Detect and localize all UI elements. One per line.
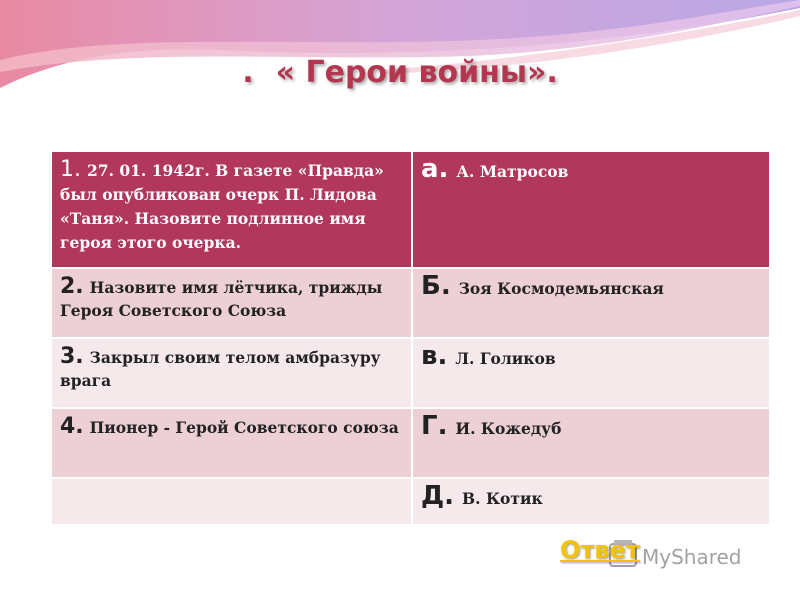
- answer-cell: [412, 268, 770, 338]
- answer-cell: [412, 338, 770, 408]
- table-row: [51, 268, 770, 338]
- question-cell: [51, 338, 412, 408]
- question-text: 27. 01. 1942г. В газете «Правда» был опубликован очерк П. Лидова «Таня». Назовите подлинное имя героя этого очерка.: [60, 161, 384, 252]
- answer-text: И. Кожедуб: [455, 419, 562, 438]
- answer-text: В. Котик: [462, 489, 543, 508]
- question-cell: [51, 408, 412, 478]
- question-text: Пионер - Герой Советского союза: [89, 418, 399, 437]
- table-row: [51, 408, 770, 478]
- answer-letter: в.: [421, 341, 448, 371]
- quiz-table: [50, 150, 771, 526]
- question-cell: [51, 268, 412, 338]
- title-text: « Герои войны».: [275, 55, 558, 90]
- answer-letter: Д.: [421, 481, 455, 511]
- question-text: Закрыл своим телом амбразуру врага: [60, 348, 381, 390]
- answer-link[interactable]: Ответ: [560, 536, 640, 564]
- table-row: [51, 478, 770, 525]
- question-cell: [51, 151, 412, 268]
- answer-letter: Г.: [421, 411, 448, 441]
- table-row: [51, 338, 770, 408]
- table-row: [51, 151, 770, 268]
- answer-cell: [412, 478, 770, 525]
- answer-cell: [412, 151, 770, 268]
- question-number: 3.: [60, 344, 84, 369]
- answer-cell: [412, 408, 770, 478]
- question-number: 1.: [60, 157, 81, 182]
- empty-question-cell: [51, 478, 412, 525]
- answer-letter: а.: [421, 154, 449, 184]
- slide-title: [0, 55, 800, 90]
- question-number: 2.: [60, 274, 84, 299]
- answer-text: Зоя Космодемьянская: [458, 279, 664, 298]
- answer-text: А. Матросов: [456, 162, 569, 181]
- answer-letter: Б.: [421, 271, 451, 301]
- question-number: 4.: [60, 414, 84, 439]
- title-dot: .: [242, 55, 254, 90]
- question-text: Назовите имя лётчика, трижды Героя Советского Союза: [60, 278, 383, 320]
- watermark-text: MyShared: [642, 545, 742, 569]
- answer-text: Л. Голиков: [455, 349, 556, 368]
